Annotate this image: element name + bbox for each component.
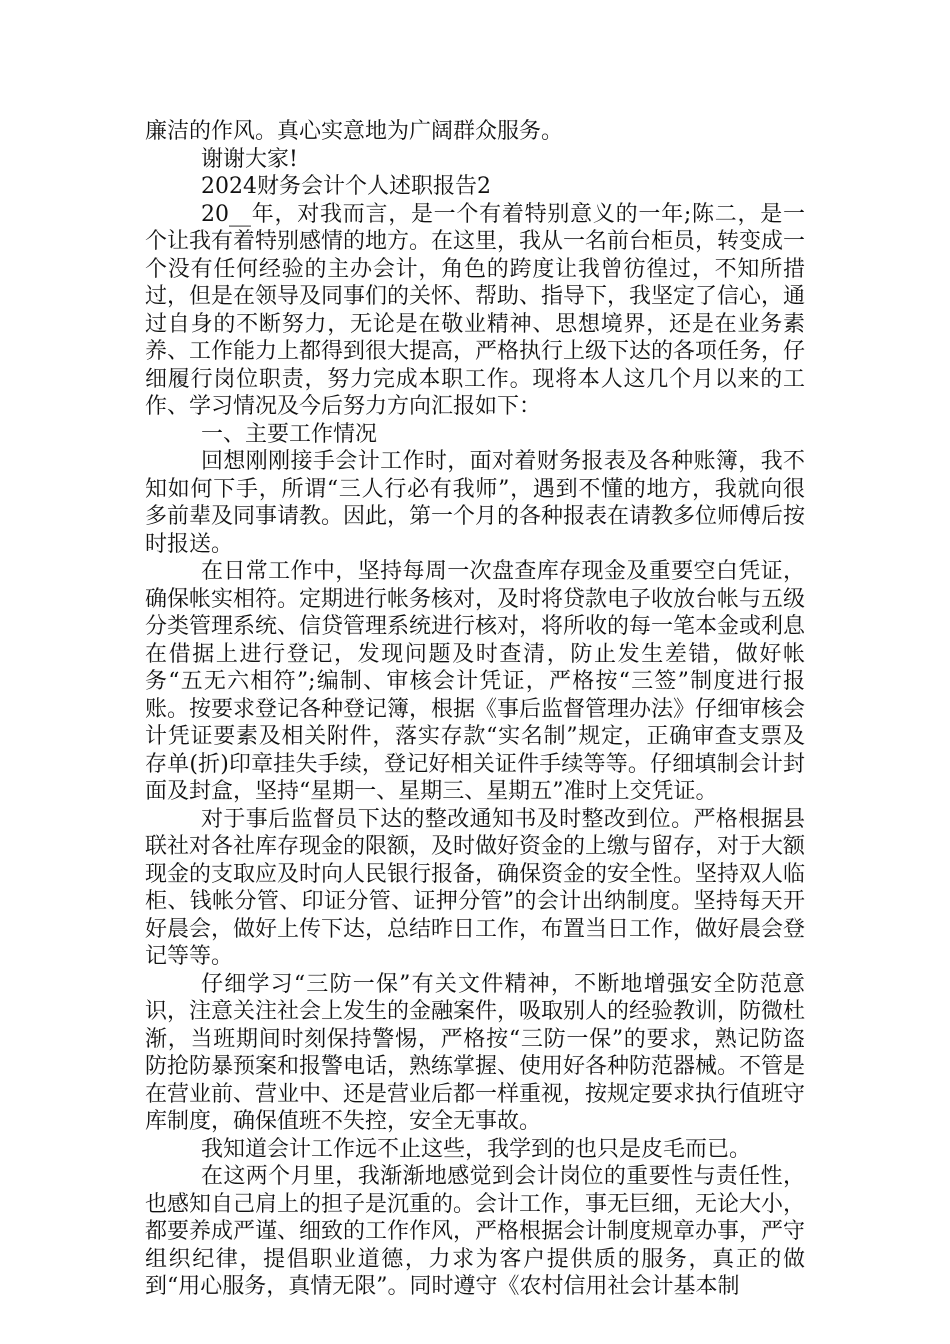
paragraph-daily-work: 在日常工作中，坚持每周一次盘查库存现金及重要空白凭证，确保帐实相符。定期进行帐务核对，及时将贷款电子收放台帐与五级分类管理系统、信贷管理系统进行核对，将所收的每一笔本金或利息在借据上进行登记，发现问题及时查清，防止发生差错，做好帐务“五无六相符”;编制、审核会计凭证，严格按“三签”制度进行报账。按要求登记各种登记簿，根据《事后监督管理办法》仔细审核会计凭证要素及相关附件，落实存款“实名制”规定，正确审查支票及存单(折)印章挂失手续，登记好相关证件手续等等。仔细填制会计封面及封盒，坚持“星期一、星期三、星期五”准时上交凭证。 bbox=[145, 559, 806, 804]
paragraph-rectification: 对于事后监督员下达的整改通知书及时整改到位。严格根据县联社对各社库存现金的限额，及时做好资金的上缴与留存，对于大额现金的支取应及时向人民银行报备，确保资金的安全性。坚持双人临柜、钱帐分管、印证分管、证押分管”的会计出纳制度。坚持每天开好晨会，做好上传下达，总结昨日工作，布置当日工作，做好晨会登记等等。 bbox=[145, 806, 806, 969]
paragraph-thanks: 谢谢大家! bbox=[201, 146, 298, 172]
paragraph-intro: 20__年，对我而言，是一个有着特别意义的一年;陈二，是一个让我有着特别感情的地方。在这里，我从一名前台柜员，转变成一个没有任何经验的主办会计，角色的跨度让我曾彷徨过，不知所措过，但是在领导及同事们的关怀、帮助、指导下，我坚定了信心，通过自身的不断努力，无论是在敬业精神、思想境界，还是在业务素养、工作能力上都得到很大提高，严格执行上级下达的各项任务，仔细履行岗位职责，努力完成本职工作。现将本人这几个月以来的工作、学习情况及今后努力方向汇报如下： bbox=[145, 201, 806, 419]
section-heading-main-work: 一、主要工作情况 bbox=[201, 421, 378, 447]
paragraph-reflection: 我知道会计工作远不止这些，我学到的也只是皮毛而已。 bbox=[201, 1136, 752, 1162]
report-title: 2024财务会计个人述职报告2 bbox=[201, 174, 491, 199]
paragraph-learning: 回想刚刚接手会计工作时，面对着财务报表及各种账簿，我不知如何下手，所谓“三人行必有我师”，遇到不懂的地方，我就向很多前辈及同事请教。因此，第一个月的各种报表在请教多位师傅后按时报送。 bbox=[145, 449, 806, 557]
paragraph-closing-line: 廉洁的作风。真心实意地为广阔群众服务。 bbox=[145, 119, 564, 144]
document-body bbox=[145, 118, 805, 1301]
paragraph-responsibility: 在这两个月里，我渐渐地感觉到会计岗位的重要性与责任性，也感知自己肩上的担子是沉重的。会计工作，事无巨细，无论大小，都要养成严谨、细致的工作作风，严格根据会计制度规章办事，严守组织纪律，提倡职业道德，力求为客户提供质的服务，真正的做到“用心服务，真情无限”。同时遵守《农村信用社会计基本制 bbox=[145, 1164, 806, 1299]
paragraph-security: 仔细学习“三防一保”有关文件精神，不断地增强安全防范意识，注意关注社会上发生的金融案件，吸取别人的经验教训，防微杜渐，当班期间时刻保持警惕，严格按“三防一保”的要求，熟记防盗防抢防暴预案和报警电话，熟练掌握、使用好各种防范器械。不管是在营业前、营业中、还是营业后都一样重视，按规定要求执行值班守库制度，确保值班不失控，安全无事故。 bbox=[145, 971, 806, 1134]
